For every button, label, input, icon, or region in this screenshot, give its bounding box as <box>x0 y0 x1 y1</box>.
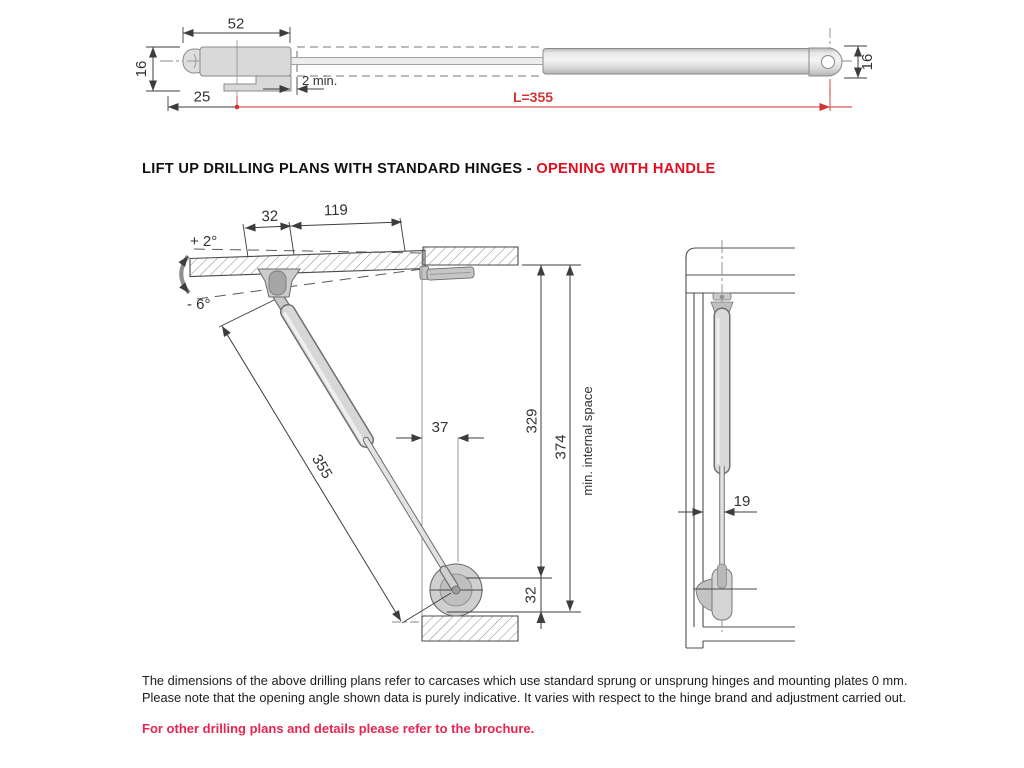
eyelet-hole <box>822 56 835 69</box>
cylinder-body <box>543 49 810 75</box>
page-title <box>142 161 716 177</box>
lift-up-door <box>190 251 425 277</box>
piston-rod <box>290 58 546 65</box>
dim-hinge-distance-label: 119 <box>323 201 349 220</box>
angle-min-label: - 6° <box>187 296 211 313</box>
dim-overall-length-origin <box>235 105 240 110</box>
dim-eyelet-height-label: 16 <box>859 53 876 71</box>
dim-internal-height-label: 374 <box>552 434 570 460</box>
dim-bracket-screw-offset-label: 32 <box>261 207 279 226</box>
door-bracket <box>258 269 300 297</box>
title-red-text: OPENING WITH HANDLE <box>536 161 716 177</box>
dim-32-arrow <box>537 611 546 623</box>
angle-max-label: + 2° <box>190 233 218 250</box>
footnote-line-1: The dimensions of the above drilling plans refer to carcases which use standard sprung or unsprung hinges and mounting plates 0 mm. <box>142 673 908 688</box>
dim-spring-length <box>219 300 451 623</box>
dim-head-hole-offset-label: 25 <box>193 88 211 106</box>
gas-spring-drawing <box>133 16 876 112</box>
dim-head-width-label: 52 <box>227 15 245 33</box>
dim-side-panel-offset-label: 19 <box>733 493 751 510</box>
dim-head-height <box>146 47 180 91</box>
dim-bracket-height-label: 329 <box>523 408 541 434</box>
dim-head-height-label: 16 <box>133 60 150 78</box>
bottom-panel <box>422 616 518 641</box>
dim-lower-bracket-offset-label: 37 <box>431 419 449 436</box>
top-panel <box>423 247 518 265</box>
hinge <box>420 264 475 281</box>
brochure-note: For other drilling plans and details please refer to the brochure. <box>142 721 535 736</box>
lower-bracket-disc <box>430 564 483 616</box>
side-view-drilling-plan <box>181 202 595 641</box>
internal-space-label: min. internal space <box>580 386 595 496</box>
gas-spring-side-view <box>278 296 450 578</box>
footnote-line-2: Please note that the opening angle shown data is purely indicative. It varies with respect to the hinge brand and adjustment carried out. <box>142 690 907 705</box>
title-black-text: LIFT UP DRILLING PLANS WITH STANDARD HINGES - <box>142 161 537 177</box>
dim-rod-min-gap-label: 2 min. <box>302 73 338 88</box>
dim-spring-length-label: 355 <box>308 451 336 482</box>
front-view-drilling-plan <box>678 240 795 648</box>
footnotes <box>142 672 912 706</box>
dim-overall-length-label: L=355 <box>512 89 554 105</box>
dim-bottom-bracket-height-label: 32 <box>522 586 540 604</box>
angle-range-arc <box>181 256 189 293</box>
head-body <box>200 47 291 76</box>
